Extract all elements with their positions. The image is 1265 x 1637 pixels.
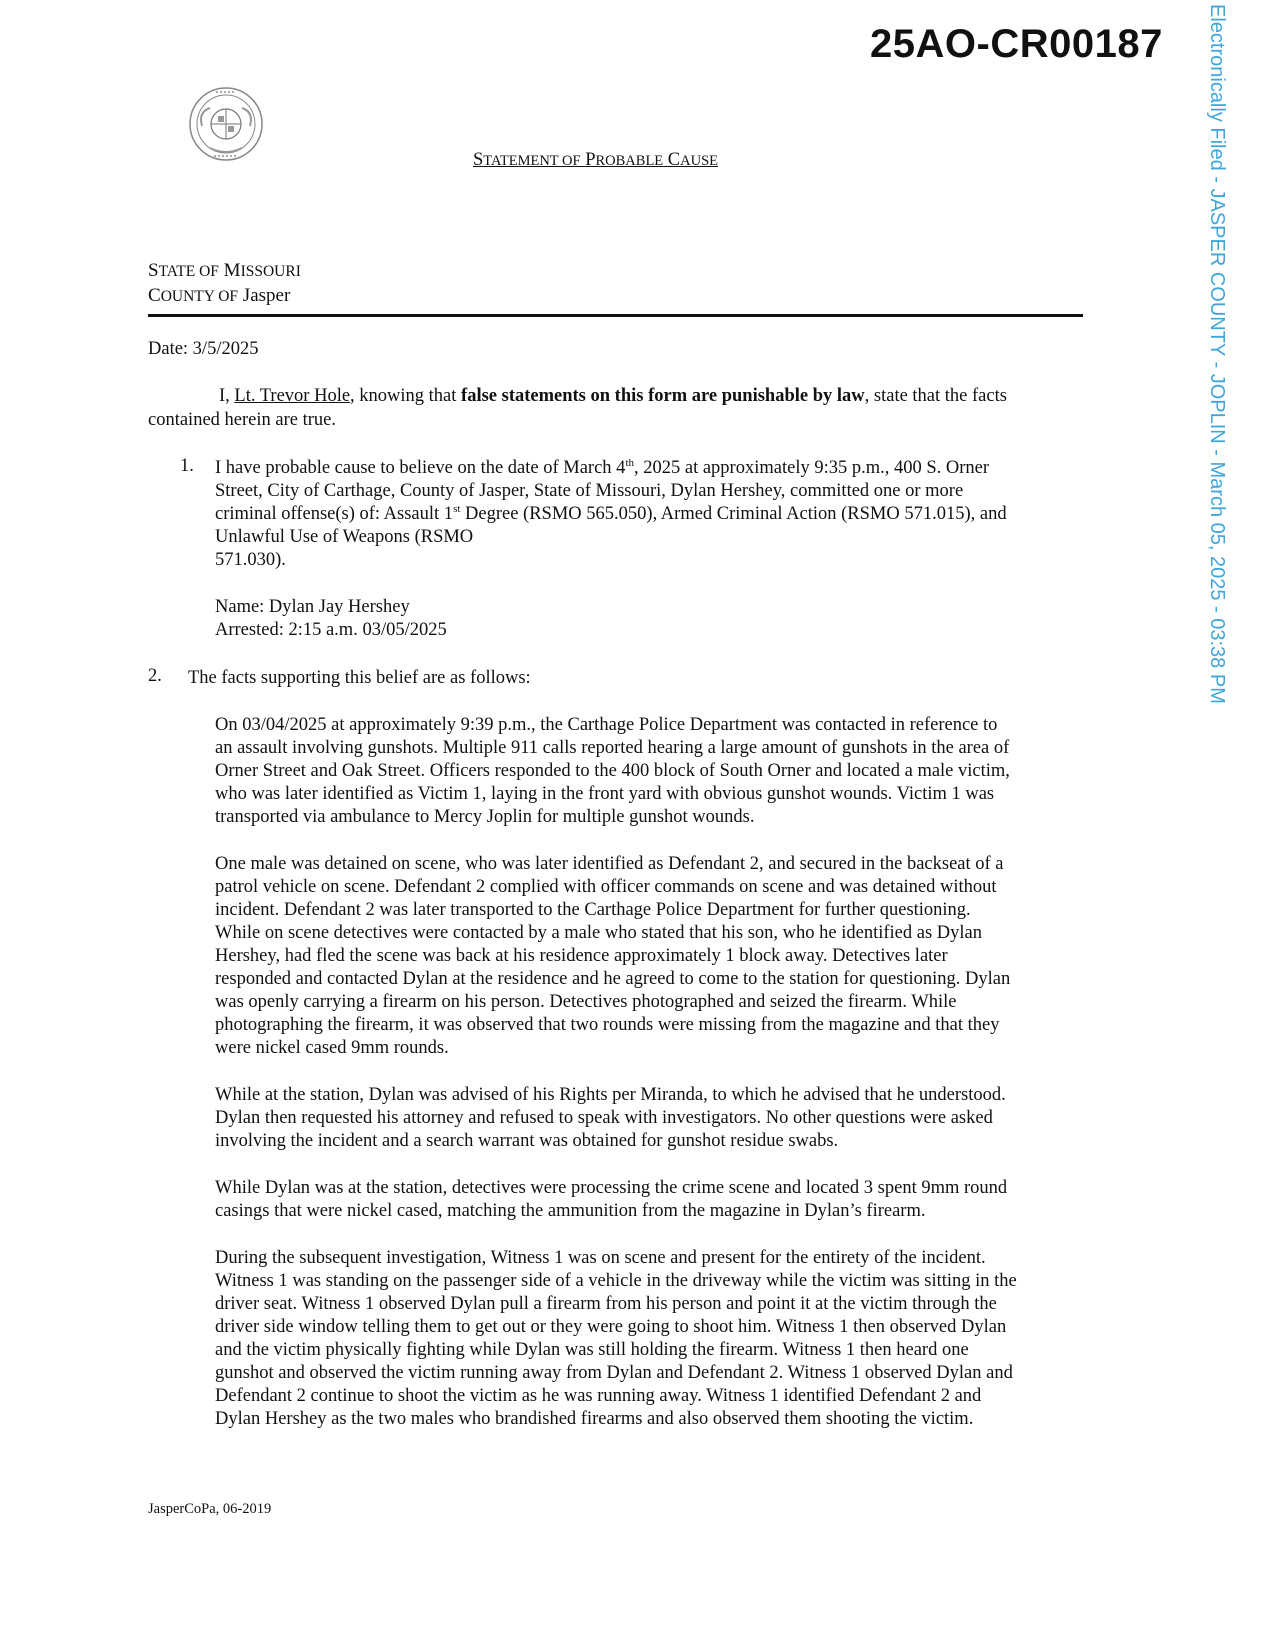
county-line: COUNTY OF Jasper [148,285,291,306]
paragraph-line: One male was detained on scene, who was later identified as Defendant 2, and secured in the backseat of a [215,854,1004,874]
case-number: 25AO-CR00187 [870,22,1163,66]
paragraph-line: who was later identified as Victim 1, laying in the front yard with obvious gunshot wounds. Victim 1 was [215,784,995,804]
item-2-number: 2. [148,666,162,686]
paragraph-line: On 03/04/2025 at approximately 9:39 p.m., the Carthage Police Department was contacted in reference to [215,715,998,735]
paragraph-line: Witness 1 was standing on the passenger side of a vehicle in the driveway while the victim was sitting in the [215,1271,1017,1291]
item-2-heading: The facts supporting this belief are as follows: [188,668,531,688]
paragraph-line: driver seat. Witness 1 observed Dylan pull a firearm from his person and point it at the victim through the [215,1294,997,1314]
paragraph-line: driver side window telling them to get out or they were going to shoot him. Witness 1 then observed Dylan [215,1317,1007,1337]
paragraph-line: was openly carrying a firearm on his person. Detectives photographed and seized the firearm. While [215,992,957,1012]
paragraph-line: Defendant 2 continue to shoot the victim as he was running away. Witness 1 identified Defendant 2 and [215,1386,982,1406]
paragraph-line: casings that were nickel cased, matching the ammunition from the magazine in Dylan’s firearm. [215,1201,926,1221]
document-title: STATEMENT OF PROBABLE CAUSE [473,150,718,170]
state-line: STATE OF MISSOURI [148,260,301,281]
date-line: Date: 3/5/2025 [148,339,259,359]
paragraph-line: Hershey, had fled the scene was back at his residence approximately 1 block away. Detectives later [215,946,948,966]
efiled-stamp: Electronically Filed - JASPER COUNTY - JOPLIN - March 05, 2025 - 03:38 PM [1206,4,1228,704]
defendant-name: Name: Dylan Jay Hershey [215,597,410,617]
paragraph-line: While at the station, Dylan was advised of his Rights per Miranda, to which he advised that he understood. [215,1085,1006,1105]
item-1-line: criminal offense(s) of: Assault 1st Degree (RSMO 565.050), Armed Criminal Action (RSMO 571.015), and [215,503,1007,524]
paragraph-line: Orner Street and Oak Street. Officers responded to the 400 block of South Orner and located a male victim, [215,761,1010,781]
paragraph-line: responded and contacted Dylan at the residence and he agreed to come to the station for questioning. Dylan [215,969,1011,989]
affirmation-line-1: I, Lt. Trevor Hole, knowing that false statements on this form are punishable by law, state that the facts [219,386,1007,406]
paragraph-line: Dylan then requested his attorney and refused to speak with investigators. No other questions were asked [215,1108,993,1128]
paragraph-line: an assault involving gunshots. Multiple 911 calls reported hearing a large amount of gunshots in the area of [215,738,1010,758]
paragraph-line: While Dylan was at the station, detectives were processing the crime scene and located 3 spent 9mm round [215,1178,1008,1198]
item-1-line: Unlawful Use of Weapons (RSMO [215,527,474,547]
paragraph-line: incident. Defendant 2 was later transported to the Carthage Police Department for further questioning. [215,900,971,920]
paragraph-line: While on scene detectives were contacted by a male who stated that his son, who he identified as Dylan [215,923,982,943]
paragraph-line: Dylan Hershey as the two males who brandished firearms and also observed them shooting the victim. [215,1409,974,1429]
paragraph-line: patrol vehicle on scene. Defendant 2 complied with officer commands on scene and was detained without [215,877,997,897]
item-1-line: 571.030). [215,550,286,570]
missouri-state-seal-icon [188,86,264,162]
paragraph-line: were nickel cased 9mm rounds. [215,1038,449,1058]
paragraph-line: transported via ambulance to Mercy Joplin for multiple gunshot wounds. [215,807,755,827]
arrest-time: Arrested: 2:15 a.m. 03/05/2025 [215,620,447,640]
item-1-line: I have probable cause to believe on the date of March 4th, 2025 at approximately 9:35 p.m., 400 S. Orner [215,457,990,478]
paragraph-line: and the victim physically fighting while Dylan was still holding the firearm. Witness 1 then heard one [215,1340,969,1360]
paragraph-line: During the subsequent investigation, Witness 1 was on scene and present for the entirety of the incident. [215,1248,986,1268]
affirmation-line-2: contained herein are true. [148,410,336,430]
paragraph-line: photographing the firearm, it was observed that two rounds were missing from the magazine and that they [215,1015,1000,1035]
paragraph-line: involving the incident and a search warrant was obtained for gunshot residue swabs. [215,1131,839,1151]
header-divider [148,314,1083,317]
officer-name: Lt. Trevor Hole [234,386,351,406]
paragraph-line: gunshot and observed the victim running away from Dylan and Defendant 2. Witness 1 observed Dylan and [215,1363,1013,1383]
item-1-line: Street, City of Carthage, County of Jasper, State of Missouri, Dylan Hershey, committed one or more [215,481,964,501]
item-1-number: 1. [180,456,194,476]
form-footer: JasperCoPa, 06-2019 [148,1501,272,1517]
